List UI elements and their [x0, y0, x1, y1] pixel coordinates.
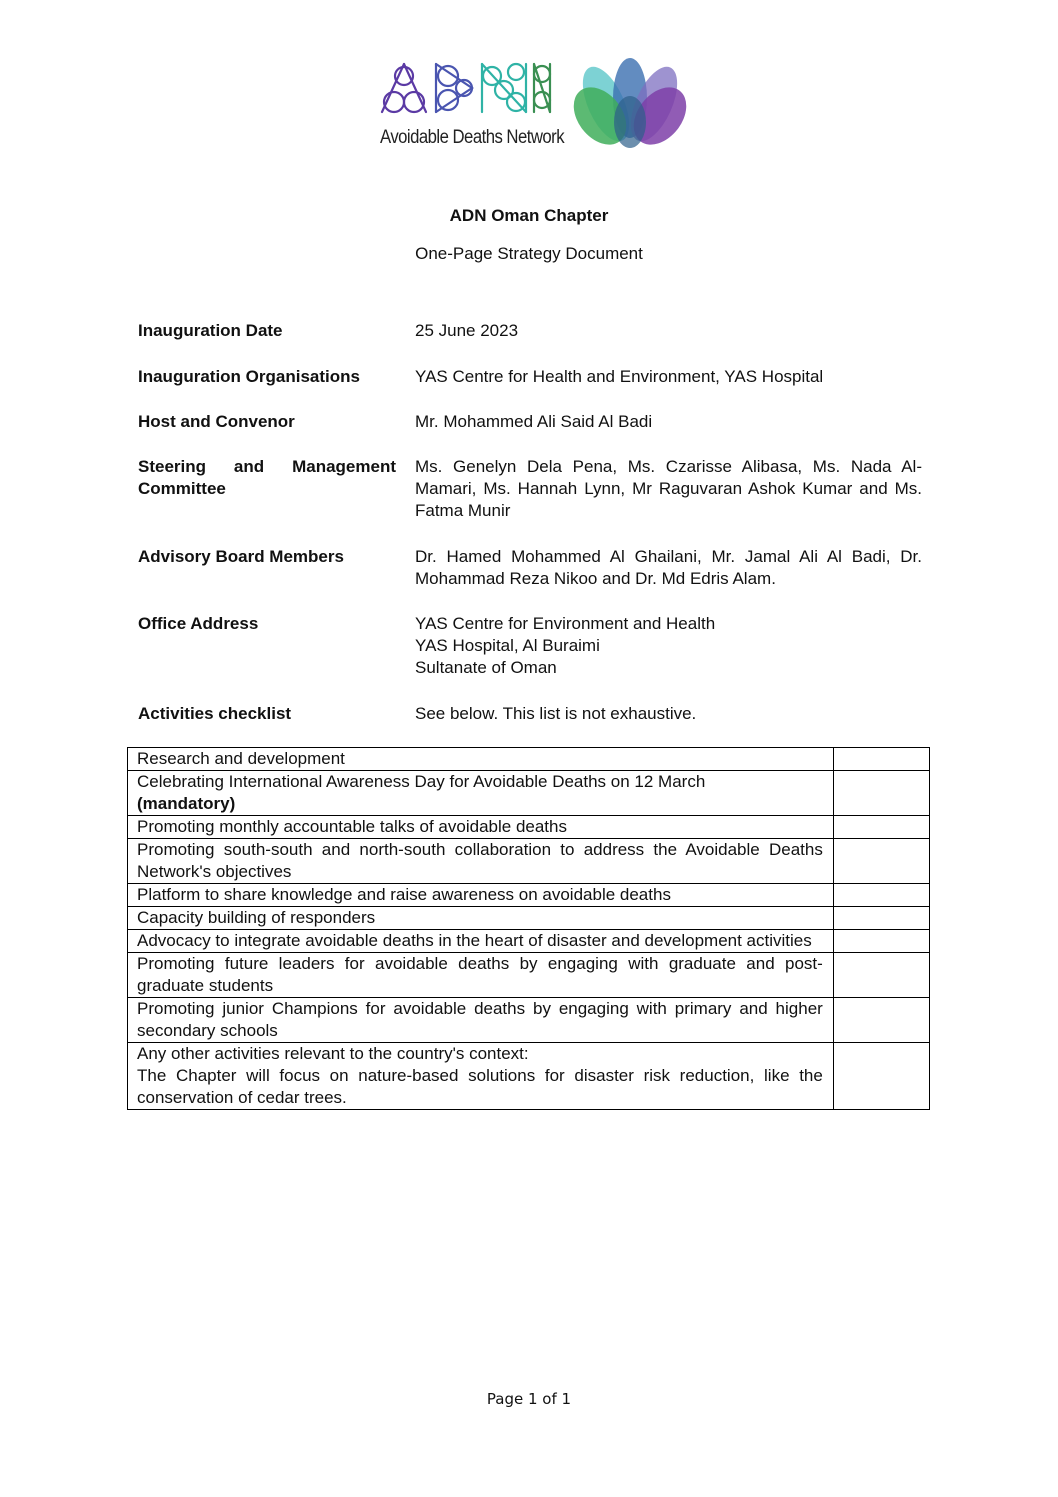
- lotus-flower-icon: [563, 58, 688, 154]
- detail-label: Advisory Board Members: [138, 547, 344, 566]
- activity-checkbox[interactable]: [833, 816, 929, 839]
- document-subtitle: One-Page Strategy Document: [415, 244, 643, 263]
- detail-label: Inauguration Organisations: [138, 367, 360, 386]
- activity-checkbox[interactable]: [833, 998, 929, 1043]
- activity-text-main: Any other activities relevant to the country's context:: [137, 1044, 529, 1063]
- adn-letter-a-icon: [382, 64, 426, 112]
- mandatory-tag: (mandatory): [137, 794, 236, 813]
- activity-detail: The Chapter will focus on nature-based solutions for disaster risk reduction, like the conservation of cedar trees.: [137, 1066, 823, 1107]
- detail-value: YAS Centre for Health and Environment, YAS Hospital: [415, 367, 824, 386]
- adn-letter-n2-icon: [534, 64, 550, 112]
- activity-checkbox[interactable]: [833, 953, 929, 998]
- detail-label: Host and Convenor: [138, 412, 295, 431]
- detail-value: Ms. Genelyn Dela Pena, Ms. Czarisse Alibasa, Ms. Nada Al-Mamari, Ms. Hannah Lynn, Mr Raguvaran Ashok Kumar and Ms. Fatma Munir: [415, 457, 922, 520]
- activity-text: [128, 1043, 834, 1110]
- activity-text: Platform to share knowledge and raise awareness on avoidable deaths: [128, 884, 834, 907]
- adn-letter-d-icon: [436, 64, 472, 112]
- activity-checkbox[interactable]: [833, 907, 929, 930]
- table-row: [128, 748, 930, 771]
- detail-value: 25 June 2023: [415, 321, 519, 340]
- activity-text: Advocacy to integrate avoidable deaths in the heart of disaster and development activities: [128, 930, 834, 953]
- activity-checkbox[interactable]: [833, 748, 929, 771]
- page-number: Page 1 of 1: [486, 1390, 572, 1408]
- table-row: [128, 953, 930, 998]
- table-row: [128, 771, 930, 816]
- activity-text: Promoting junior Champions for avoidable deaths by engaging with primary and higher secondary schools: [128, 998, 834, 1043]
- table-row: [128, 930, 930, 953]
- activity-checkbox[interactable]: [833, 771, 929, 816]
- activity-text: Capacity building of responders: [128, 907, 834, 930]
- detail-label: Inauguration Date: [138, 321, 283, 340]
- detail-label: Office Address: [138, 614, 259, 633]
- detail-value: YAS Centre for Environment and Health YAS Hospital, Al Buraimi Sultanate of Oman: [415, 614, 716, 677]
- activity-checkbox[interactable]: [833, 839, 929, 884]
- document-title: ADN Oman Chapter: [449, 206, 609, 225]
- table-row: [128, 907, 930, 930]
- detail-value: Mr. Mohammed Ali Said Al Badi: [415, 412, 653, 431]
- table-row: [128, 1043, 930, 1110]
- activities-checklist-table: [127, 747, 930, 1110]
- activity-text: Promoting south-south and north-south collaboration to address the Avoidable Deaths Network's objectives: [128, 839, 834, 884]
- table-row: [128, 998, 930, 1043]
- activity-text: Promoting future leaders for avoidable deaths by engaging with graduate and post-graduate students: [128, 953, 834, 998]
- activity-text: [128, 771, 834, 816]
- activity-text: Research and development: [128, 748, 834, 771]
- logo-caption: Avoidable Deaths Network: [380, 127, 565, 148]
- activity-checkbox[interactable]: [833, 884, 929, 907]
- activity-text: Promoting monthly accountable talks of avoidable deaths: [128, 816, 834, 839]
- detail-label: Activities checklist: [138, 704, 292, 723]
- adn-letter-n-icon: [482, 64, 526, 112]
- table-row: [128, 839, 930, 884]
- activity-checkbox[interactable]: [833, 1043, 929, 1110]
- activity-checkbox[interactable]: [833, 930, 929, 953]
- detail-value: Dr. Hamed Mohammed Al Ghailani, Mr. Jamal Ali Al Badi, Dr. Mohammad Reza Nikoo and Dr. Md Edris Alam.: [415, 547, 922, 588]
- activity-text-main: Celebrating International Awareness Day for Avoidable Deaths on 12 March: [137, 772, 706, 791]
- detail-value: See below. This list is not exhaustive.: [415, 704, 697, 723]
- table-row: [128, 884, 930, 907]
- detail-label: Steering and Management Committee: [138, 457, 396, 498]
- table-row: [128, 816, 930, 839]
